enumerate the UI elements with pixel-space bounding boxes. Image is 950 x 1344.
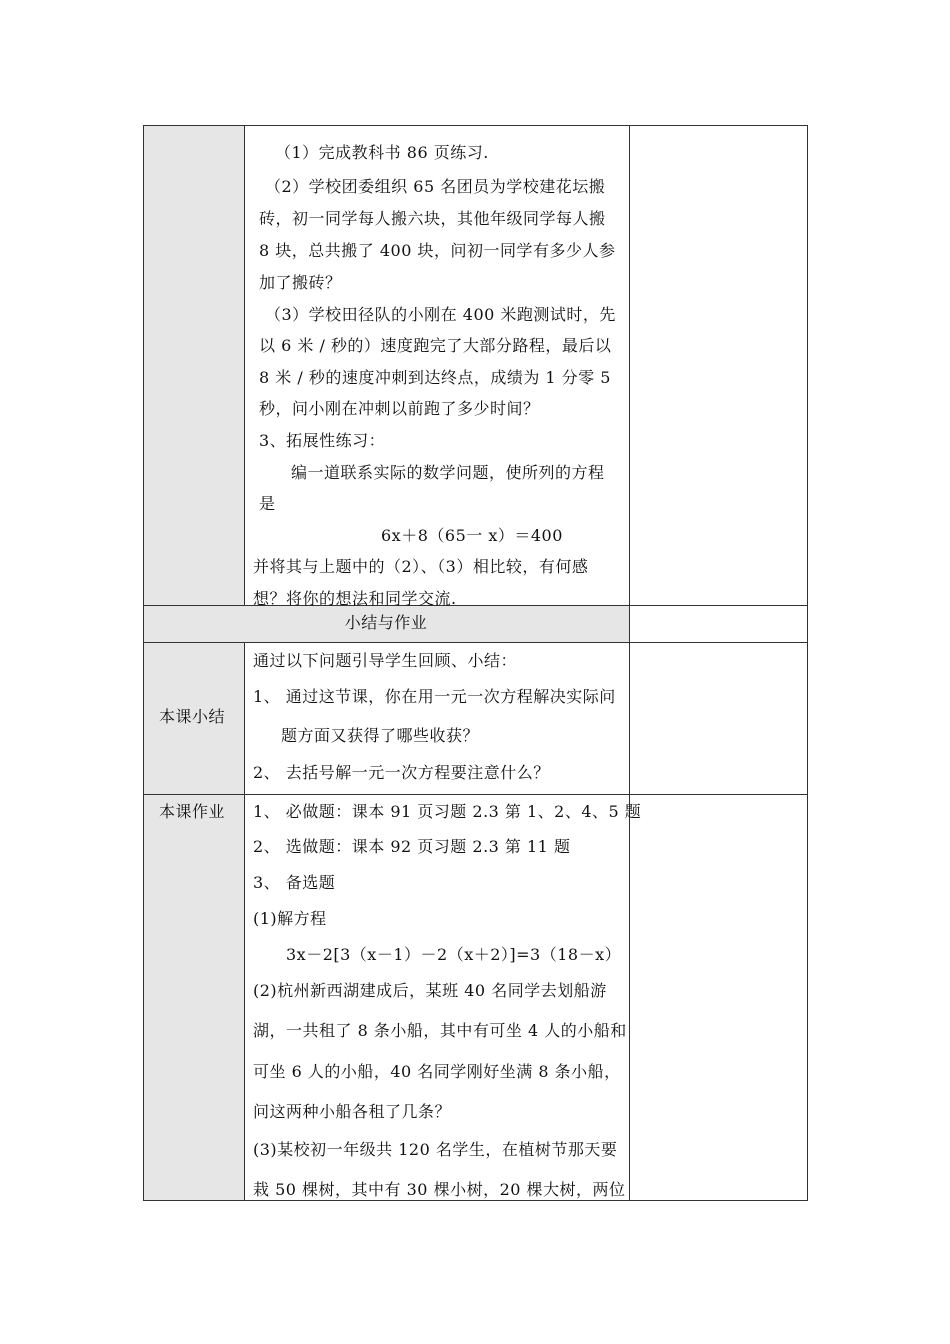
column-divider	[244, 642, 245, 1201]
practice-line: 并将其与上题中的（2）、（3）相比较，有何感	[253, 557, 589, 576]
table-border-left	[143, 125, 144, 1201]
homework-line: 湖，一共租了 8 条小船，其中有可坐 4 人的小船和	[253, 1021, 627, 1040]
practice-line: （3）学校田径队的小刚在 400 米跑测试时，先	[265, 305, 616, 324]
homework-line: 问这两种小船各租了几条？	[253, 1102, 452, 1121]
practice-line: 以 6 米 / 秒的）速度跑完了大部分路程，最后以	[259, 336, 612, 355]
homework-line: (1)解方程	[253, 909, 327, 928]
homework-line: 3、 备选题	[253, 873, 336, 892]
summary-line: 通过以下问题引导学生回顾、小结：	[253, 651, 518, 670]
table-border-top	[143, 125, 808, 126]
practice-line: 是	[259, 494, 276, 513]
homework-line: 1、 必做题：课本 91 页习题 2.3 第 1、2、4、5 题	[253, 802, 642, 821]
practice-line: 8 米 / 秒的速度冲刺到达终点，成绩为 1 分零 5	[259, 368, 611, 387]
row-divider	[143, 642, 808, 643]
homework-label: 本课作业	[159, 802, 226, 821]
summary-header: 小结与作业	[344, 613, 428, 632]
left-shaded-cell	[143, 125, 244, 605]
column-divider	[629, 125, 630, 1201]
practice-line: 编一道联系实际的数学问题，使所列的方程	[291, 463, 605, 482]
column-divider	[244, 125, 245, 605]
practice-line: （2）学校团委组织 65 名团员为学校建花坛搬	[265, 177, 606, 196]
practice-line: 想？将你的想法和同学交流.	[253, 589, 457, 608]
homework-line: (2)杭州新西湖建成后，某班 40 名同学去划船游	[253, 981, 607, 1000]
homework-line: 可坐 6 人的小船，40 名同学刚好坐满 8 条小船，	[253, 1062, 621, 1081]
summary-line: 1、 通过这节课，你在用一元一次方程解决实际问	[253, 687, 616, 706]
equation-line: 6x＋8（65一 x）＝400	[381, 526, 563, 545]
homework-line: 栽 50 棵树，其中有 30 棵小树，20 棵大树，两位	[253, 1180, 626, 1199]
summary-line: 题方面又获得了哪些收获？	[281, 726, 480, 745]
homework-label-cell	[143, 794, 244, 1200]
summary-line: 2、 去括号解一元一次方程要注意什么？	[253, 763, 550, 782]
row-divider	[143, 794, 808, 795]
table-border-bottom	[143, 1200, 808, 1201]
homework-line: (3)某校初一年级共 120 名学生，在植树节那天要	[253, 1140, 618, 1159]
practice-line: （1）完成教科书 86 页练习.	[275, 143, 489, 162]
practice-line: 秒，问小刚在冲刺以前跑了多少时间？	[259, 399, 540, 418]
practice-line: 8 块，总共搬了 400 块，问初一同学有多少人参	[259, 241, 616, 260]
equation-line: 3x－2[3（x－1）－2（x＋2）]=3（18－x）	[286, 945, 622, 964]
practice-line: 砖，初一同学每人搬六块，其他年级同学每人搬	[259, 209, 606, 228]
summary-label: 本课小结	[159, 707, 226, 726]
practice-line: 3、拓展性练习：	[259, 431, 386, 450]
practice-line: 加了搬砖？	[259, 273, 342, 292]
table-border-right	[807, 125, 808, 1201]
homework-line: 2、 选做题：课本 92 页习题 2.3 第 11 题	[253, 837, 571, 856]
row-divider	[143, 605, 808, 606]
